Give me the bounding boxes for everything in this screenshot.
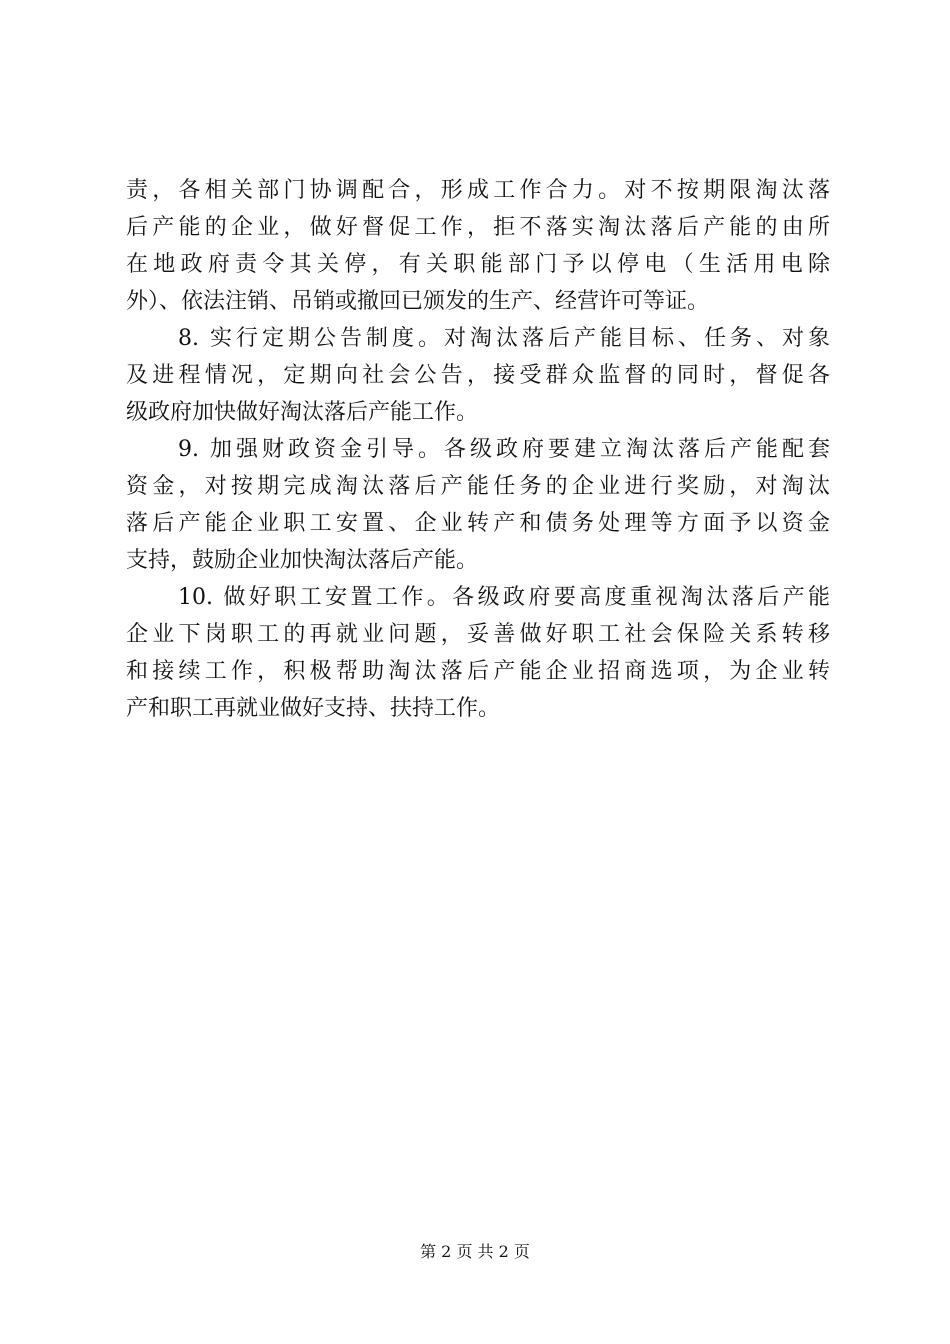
text-line: 及进程情况，定期向社会公告，接受群众监督的同时，督促各	[126, 363, 830, 388]
paragraph-continuation	[126, 172, 830, 320]
page-number-footer: 第 2 页 共 2 页	[420, 1242, 530, 1261]
text-line: 10. 做好职工安置工作。各级政府要高度重视淘汰落后产能	[178, 585, 830, 610]
text-line: 支持，鼓励企业加快淘汰落后产能。	[126, 548, 479, 573]
text-line: 资金，对按期完成淘汰落后产能任务的企业进行奖励，对淘汰	[126, 474, 830, 499]
document-body	[126, 172, 830, 727]
text-line: 产和职工再就业做好支持、扶持工作。	[126, 696, 501, 721]
text-line: 企业下岗职工的再就业问题，妥善做好职工社会保险关系转移	[126, 622, 830, 647]
text-line: 外）、依法注销、吊销或撤回已颁发的生产、经营许可等证。	[126, 289, 710, 314]
text-line: 级政府加快做好淘汰落后产能工作。	[126, 400, 479, 425]
text-line: 在地政府责令其关停，有关职能部门予以停电（生活用电除	[126, 252, 830, 277]
paragraph-item-10	[126, 579, 830, 727]
text-line: 责，各相关部门协调配合，形成工作合力。对不按期限淘汰落	[126, 178, 830, 203]
text-line: 8. 实行定期公告制度。对淘汰落后产能目标、任务、对象	[178, 326, 830, 351]
text-line: 和接续工作，积极帮助淘汰落后产能企业招商选项，为企业转	[126, 659, 830, 684]
text-line: 落后产能企业职工安置、企业转产和债务处理等方面予以资金	[126, 511, 830, 536]
text-line: 后产能的企业，做好督促工作，拒不落实淘汰落后产能的由所	[126, 215, 830, 240]
paragraph-item-9	[126, 431, 830, 579]
paragraph-item-8	[126, 320, 830, 431]
text-line: 9. 加强财政资金引导。各级政府要建立淘汰落后产能配套	[178, 437, 830, 462]
